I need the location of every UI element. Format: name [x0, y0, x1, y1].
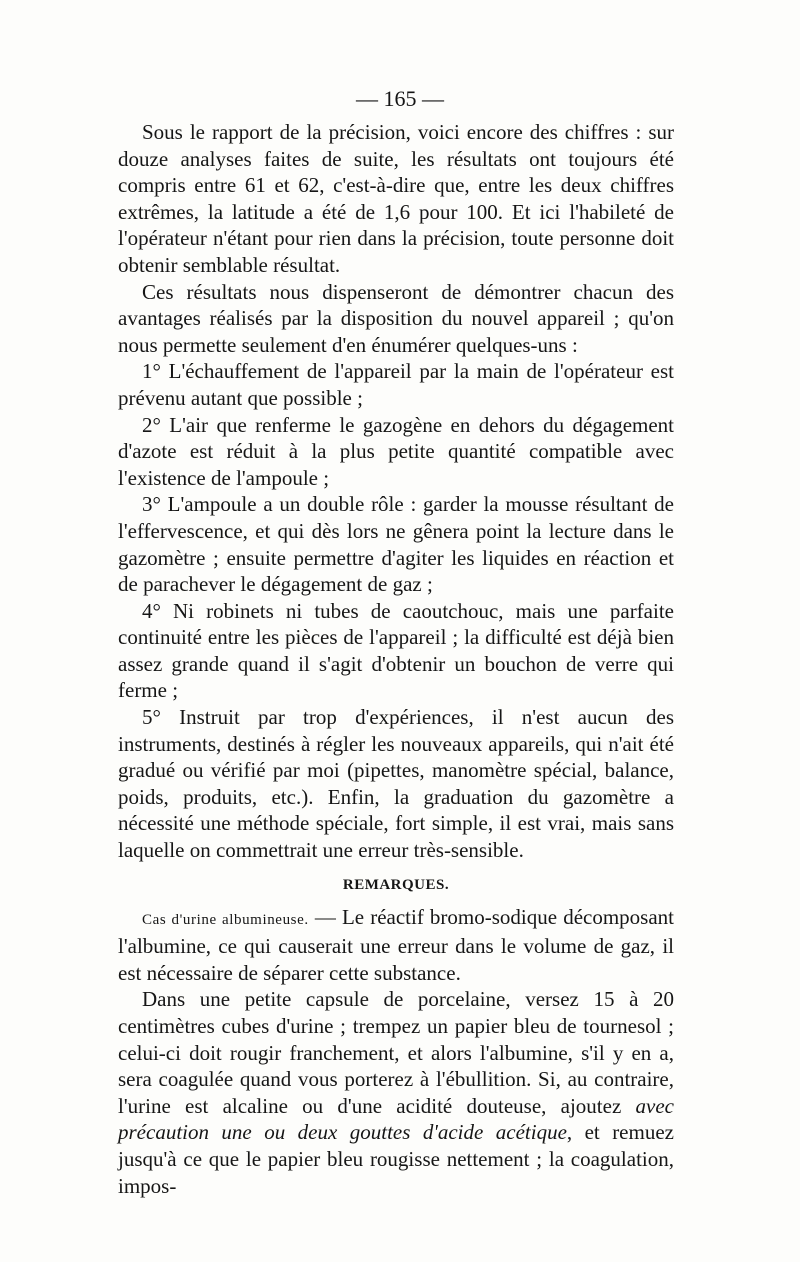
section-heading: REMARQUES.: [342, 876, 450, 893]
case-title: Cas d'urine albumineuse.: [142, 911, 309, 928]
paragraph-advantages: Ces résultats nous dispenseront de démontrer chacun des avantages réalisés par la disposition du nouvel appareil ; qu'on nous permette seulement d'en énumérer quelques-uns :: [118, 279, 674, 357]
coagulation-text-start: Dans une petite capsule de porcelaine, versez 15 à 20 centimètres cubes d'urine ; trempez un papier bleu de tournesol ; celui-ci doit rougir franchement, et alors l'albumine, s'il y en a, sera coagulée quand vous porterez à l'ébullition. Si, au contraire, l'urine est alcaline ou d'une acidité douteuse, ajoutez: [118, 987, 674, 1118]
list-item-3: 3° L'ampoule a un double rôle : garder la mousse résultant de l'effervescence, et qui dès lors ne gênera point la lecture dans le gazomètre ; ensuite permettre d'agiter les liquides en réaction et de parachever le dégagement de gaz ;: [118, 492, 674, 597]
list-item-2: 2° L'air que renferme le gazogène en dehors du dégagement d'azote est réduit à la plus petite quantité compatible avec l'existence de l'ampoule ;: [118, 412, 674, 490]
list-item-1: 1° L'échauffement de l'appareil par la main de l'opérateur est prévenu autant que possible ;: [118, 359, 674, 410]
coagulation-text-end: , et remuez jusqu'à ce que le papier bleu rougisse nettement ; la coagulation, impos-: [118, 1120, 674, 1198]
list-item-4: 4° Ni robinets ni tubes de caoutchouc, mais une parfaite continuité entre les pièces de l'appareil ; la difficulté est déjà bien assez grande quand il s'agit d'obtenir un bouchon de verre qui ferme ;: [118, 598, 674, 703]
body-text: [118, 119, 674, 1199]
case-text: — Le réactif bromo-sodique décomposant l'albumine, ce qui causerait une erreur dans le volume de gaz, il est nécessaire de séparer cette substance.: [118, 904, 674, 985]
page-number: — 165 —: [356, 86, 444, 111]
paragraph-coagulation: [118, 986, 674, 1199]
coagulation-text-italic: avec précaution une ou deux gouttes d'acide acétique: [118, 1093, 674, 1145]
paragraph-albuminous-urine: [118, 904, 674, 987]
paragraph-precision: Sous le rapport de la précision, voici encore des chiffres : sur douze analyses faites de suite, les résultats ont toujours été compris entre 61 et 62, c'est-à-dire que, entre les deux chiffres extrêmes, la latitude a été de 1,6 pour 100. Et ici l'habileté de l'opérateur n'étant pour rien dans la précision, toute personne doit obtenir semblable résultat.: [118, 120, 674, 277]
list-item-5: 5° Instruit par trop d'expériences, il n'est aucun des instruments, destinés à régler les nouveaux appareils, qui n'ait été gradué ou vérifié par moi (pipettes, manomètre spécial, balance, poids, produits, etc.). Enfin, la graduation du gazomètre a nécessité une méthode spéciale, fort simple, il est vrai, mais sans laquelle on commettrait une erreur très-sensible.: [118, 705, 674, 863]
